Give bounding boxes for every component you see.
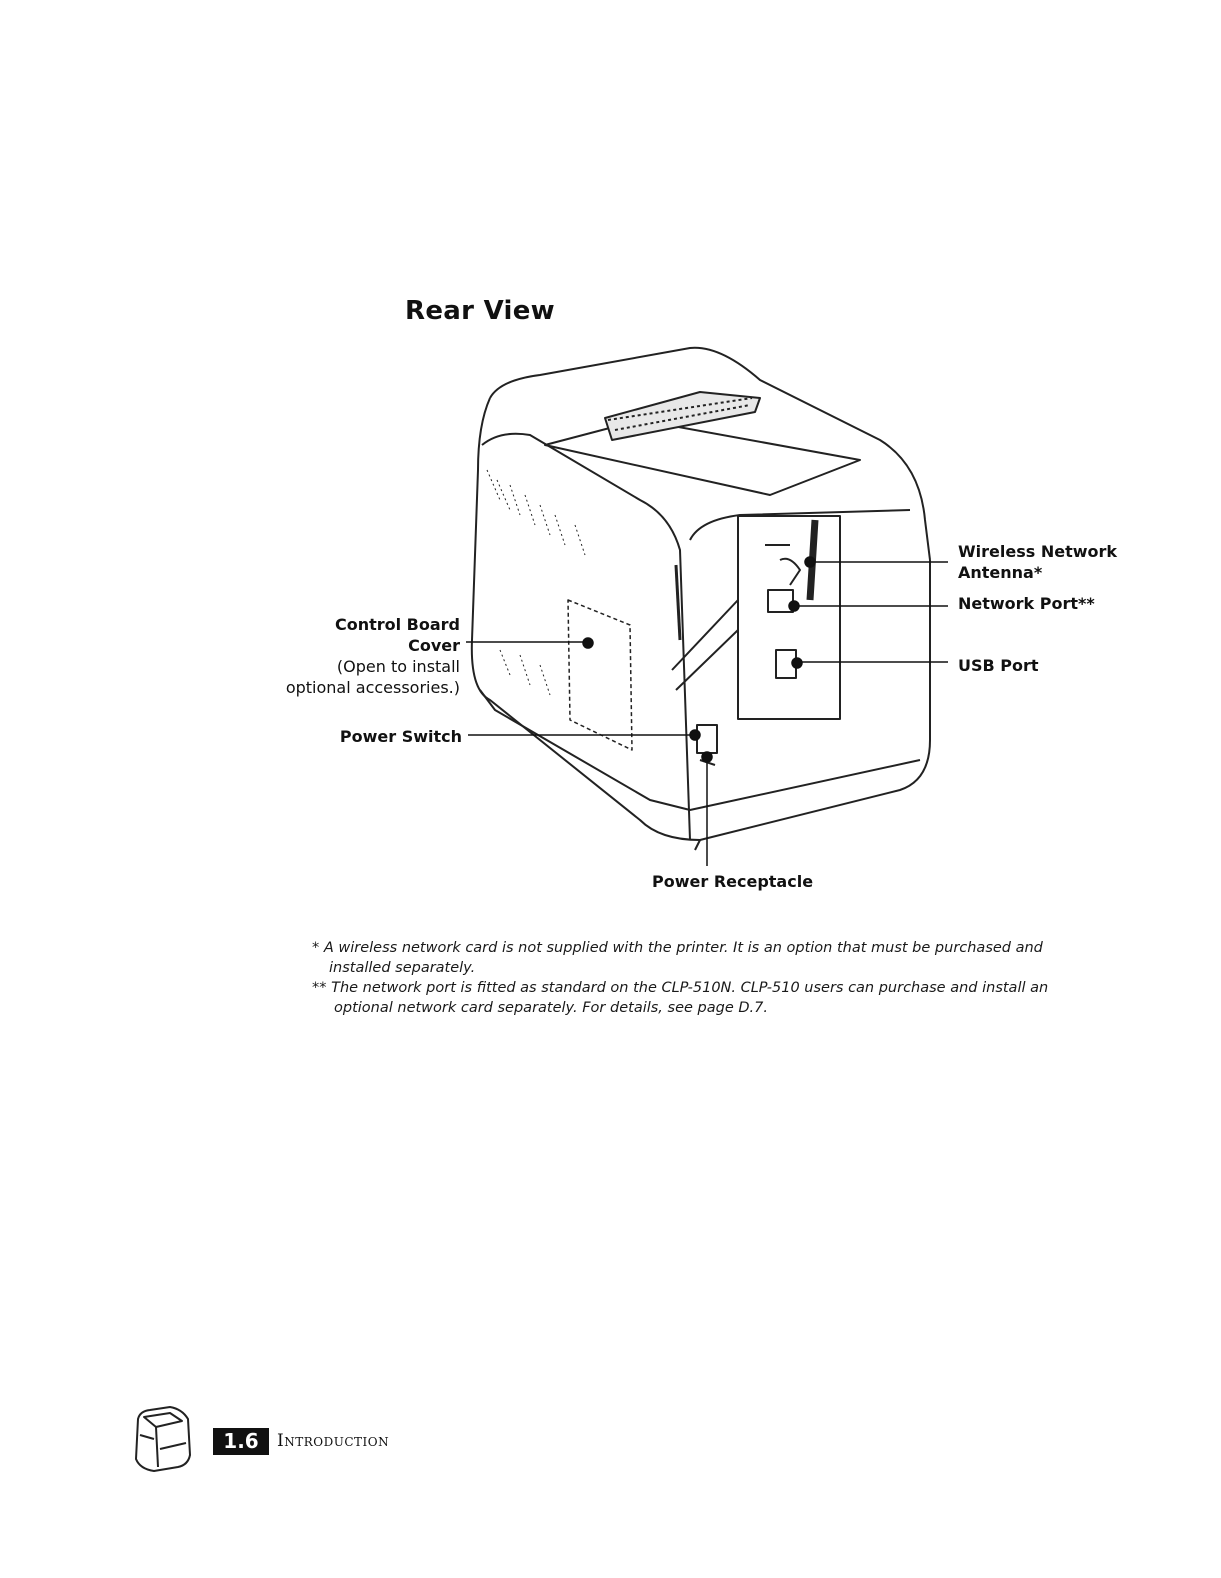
usb-port-label: USB Port [958,656,1039,675]
printer-top [490,348,930,560]
section-title: Introduction [277,1431,390,1451]
wireless-antenna-label: Wireless Network [958,542,1118,561]
printer-right-side [700,560,930,840]
control-board-label-2: Cover [408,636,460,655]
control-board-note: (Open to install [336,657,460,676]
footnote-2-line1: ** The network port is fitted as standard on the CLP-510N. CLP-510 users can purchase and install an [312,980,1049,996]
printer-left-side [472,470,700,840]
control-board-label: Control Board [334,615,460,634]
power-switch-label: Power Switch [339,727,462,746]
page-number: 1.6 [213,1428,269,1455]
power-receptacle-label: Power Receptacle [652,872,814,891]
control-board-cover [568,600,632,750]
page-title: Rear View [405,296,556,326]
paper-output-tray [545,420,860,495]
footnote-1 [312,938,1112,978]
footnote-1-line1: * A wireless network card is not supplied with the printer. It is an option that must be purchased and [312,940,1043,956]
footnote-1-line2: installed separately. [329,960,476,976]
printer-icon [130,1405,196,1475]
footnote-2-line2: optional network card separately. For details, see page D.7. [334,1000,768,1016]
connector-detail-panel [738,516,840,719]
footnote-2 [312,978,1112,1018]
control-board-note-2: optional accessories.) [285,678,460,697]
network-port-label: Network Port** [958,594,1095,613]
wireless-antenna-label-2: Antenna* [958,563,1043,582]
